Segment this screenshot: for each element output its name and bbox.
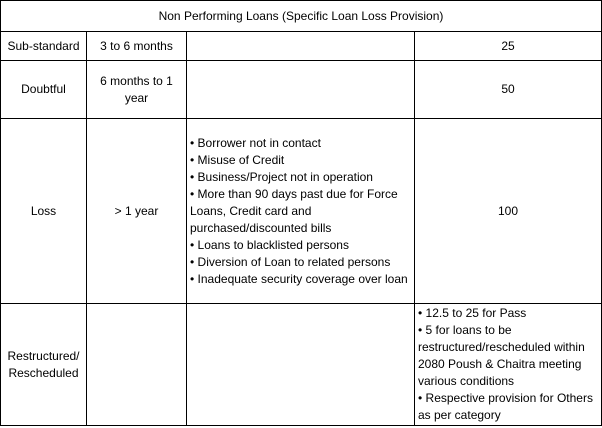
bullet-glyph: •	[418, 323, 423, 337]
category-cell: Restructured/ Rescheduled	[1, 304, 87, 426]
bullet-glyph: •	[190, 169, 195, 184]
list-item	[418, 305, 598, 322]
period-cell: 6 months to 1 year	[87, 61, 187, 119]
provision-cell	[415, 304, 602, 426]
bullet-glyph: •	[190, 152, 195, 167]
table-row-doubtful	[1, 61, 602, 119]
bullet-glyph: •	[190, 254, 195, 269]
conditions-cell	[187, 61, 415, 119]
condition-text: Misuse of Credit	[197, 152, 285, 167]
table-title: Non Performing Loans (Specific Loan Loss Provision)	[1, 1, 602, 32]
bullet-glyph: •	[190, 237, 195, 252]
bullet-glyph: •	[190, 186, 195, 201]
bullet-glyph: •	[418, 391, 423, 405]
list-item	[190, 169, 411, 186]
provision-item-text: Respective provision for Others as per category	[418, 391, 593, 422]
provision-item-text: 12.5 to 25 for Pass	[425, 306, 527, 320]
loss-conditions-list	[190, 135, 411, 288]
table-row-restructured	[1, 304, 602, 426]
period-cell	[87, 304, 187, 426]
list-item	[190, 186, 411, 237]
restructured-provision-list	[418, 305, 598, 424]
provision-cell: 50	[415, 61, 602, 119]
condition-text: Inadequate security coverage over loan	[197, 271, 408, 286]
conditions-cell	[187, 32, 415, 61]
list-item	[190, 152, 411, 169]
table-row-sub-standard	[1, 32, 602, 61]
list-item	[190, 237, 411, 254]
category-cell: Sub-standard	[1, 32, 87, 61]
condition-text: Loans to blacklisted persons	[197, 237, 349, 252]
condition-text: Business/Project not in operation	[197, 169, 373, 184]
condition-text: Diversion of Loan to related persons	[197, 254, 391, 269]
list-item	[418, 322, 598, 390]
period-cell: > 1 year	[87, 119, 187, 304]
bullet-glyph: •	[190, 135, 195, 150]
list-item	[190, 271, 411, 288]
bullet-glyph: •	[418, 306, 423, 320]
table-row-loss	[1, 119, 602, 304]
list-item	[418, 390, 598, 424]
category-cell: Loss	[1, 119, 87, 304]
condition-text: More than 90 days past due for Force Loans, Credit card and purchased/discounted bills	[190, 186, 398, 235]
conditions-cell	[187, 304, 415, 426]
list-item	[190, 135, 411, 152]
provision-item-text: 5 for loans to be restructured/rescheduled within 2080 Poush & Chaitra meeting various conditions	[418, 323, 585, 388]
category-cell: Doubtful	[1, 61, 87, 119]
list-item	[190, 254, 411, 271]
period-cell: 3 to 6 months	[87, 32, 187, 61]
table-title-row	[1, 1, 602, 32]
provision-cell: 25	[415, 32, 602, 61]
conditions-cell	[187, 119, 415, 304]
bullet-glyph: •	[190, 271, 195, 286]
provision-cell: 100	[415, 119, 602, 304]
condition-text: Borrower not in contact	[197, 135, 321, 150]
